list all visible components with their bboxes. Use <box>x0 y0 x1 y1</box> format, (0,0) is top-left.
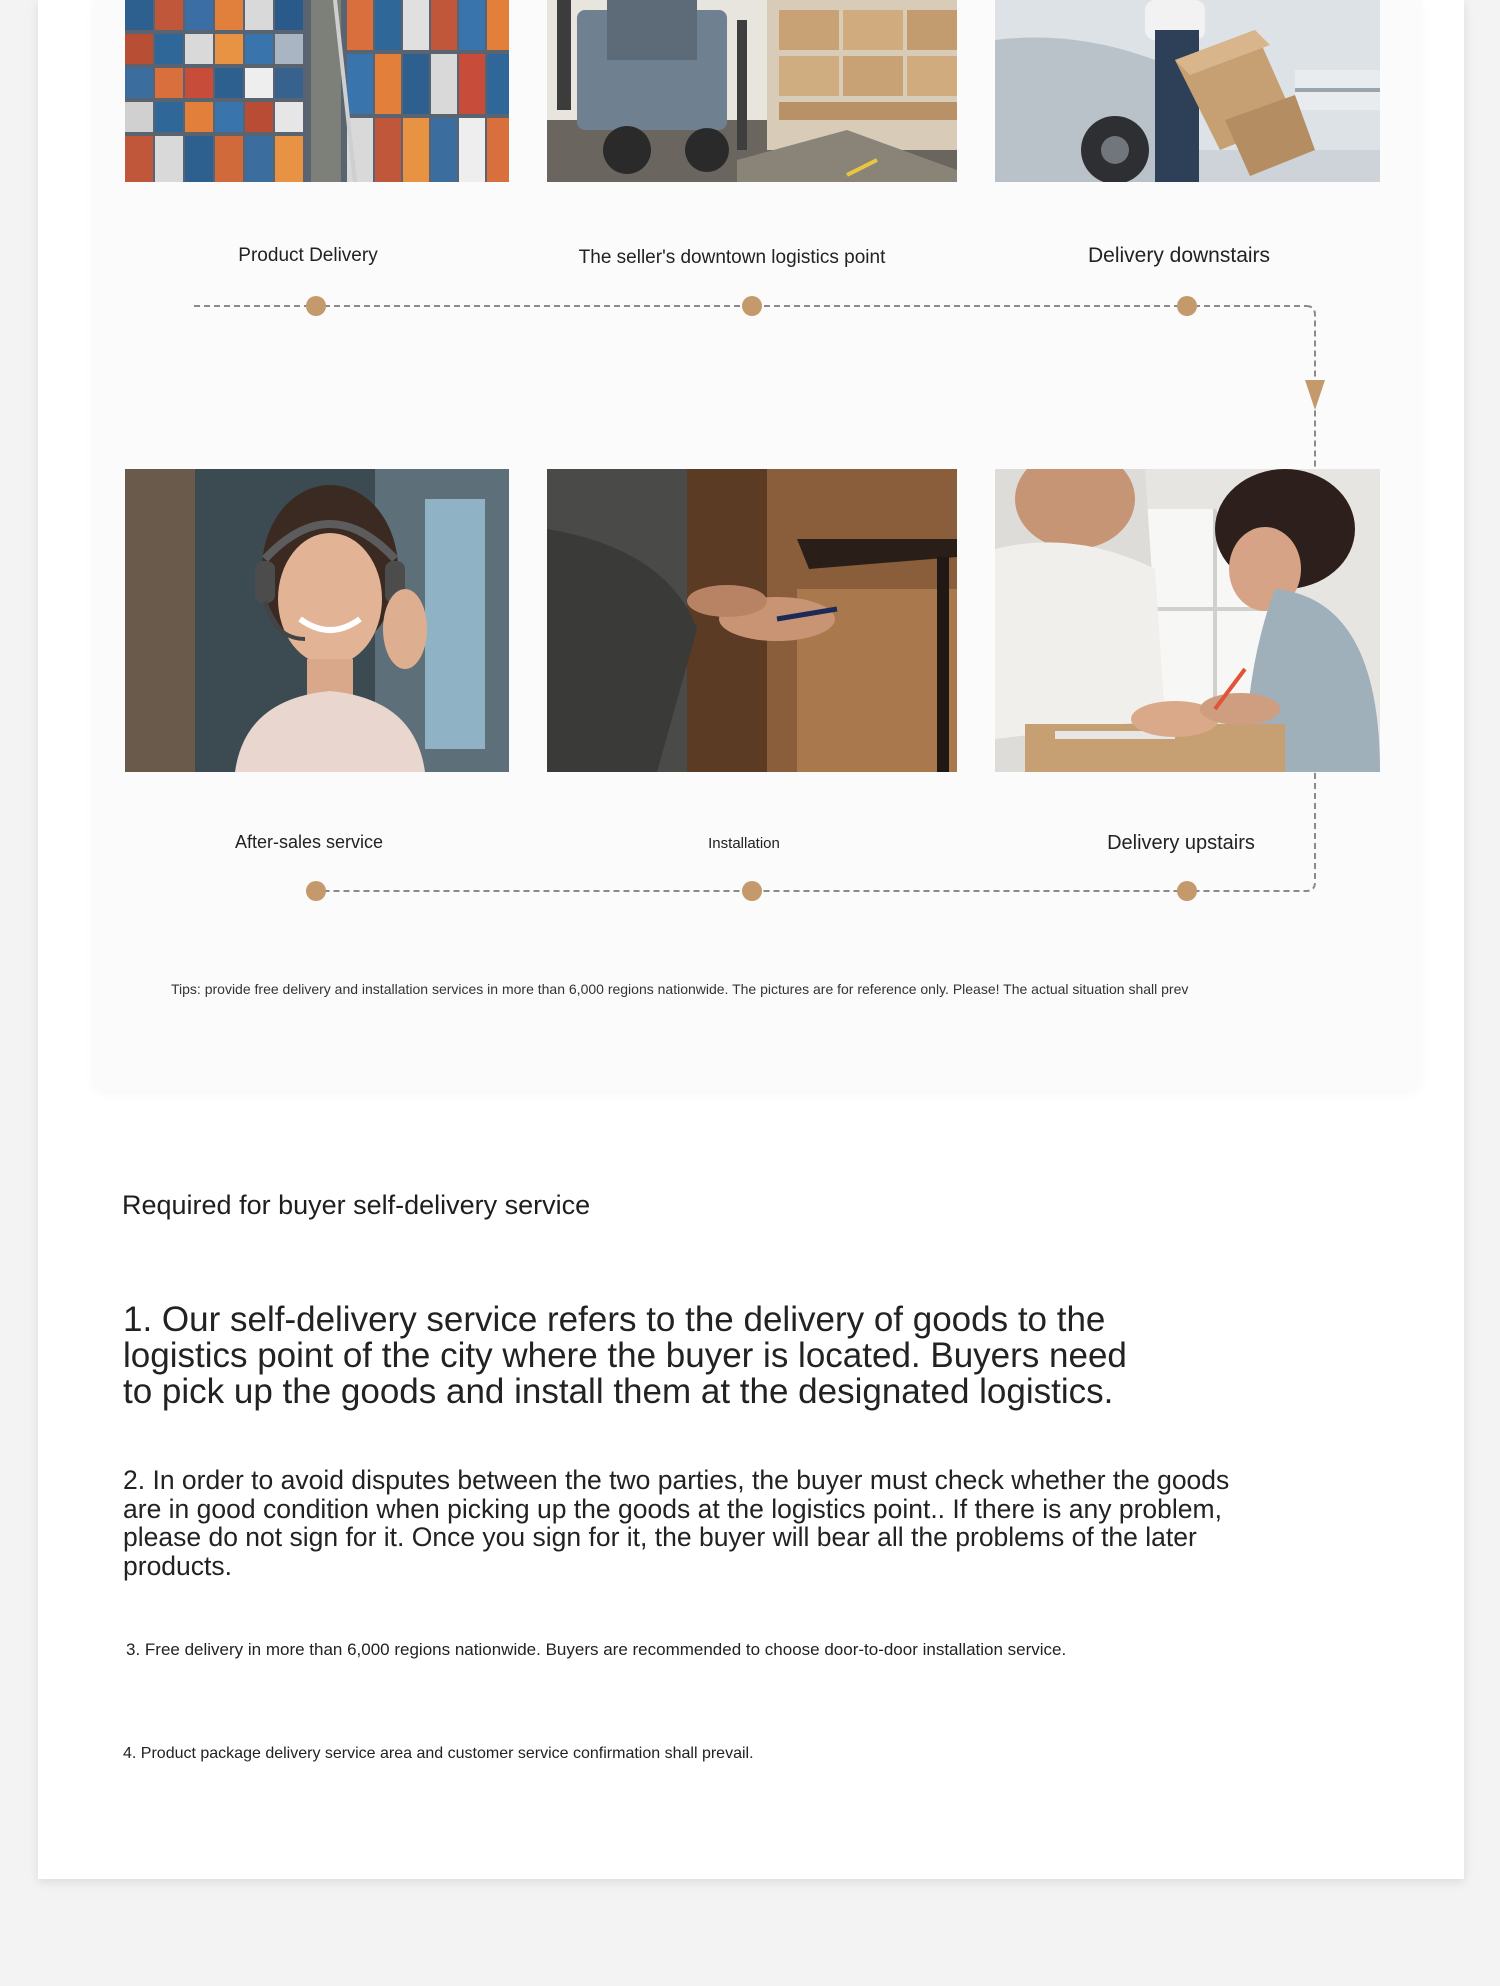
step-label-installation: Installation <box>708 835 780 852</box>
furniture-assembly-photo <box>547 469 957 772</box>
headset-agent-photo <box>125 469 509 772</box>
forklift-warehouse-photo <box>547 0 957 182</box>
step-label-logistics-point: The seller's downtown logistics point <box>578 247 886 268</box>
tips-note: Tips: provide free delivery and installation services in more than 6,000 regions nationwide. The pictures are for reference only. Please! The actual situation shall prev <box>171 981 1189 997</box>
requirement-item-1: 1. Our self-delivery service refers to the delivery of goods to the logistics point of the city where the buyer is located. Buyers need to pick up the goods and install them at the designated logistics. <box>123 1300 1127 1411</box>
section-title: Required for buyer self-delivery service <box>122 1190 591 1220</box>
requirement-item-3: 3. Free delivery in more than 6,000 regions nationwide. Buyers are recommended to choose door-to-door installation service. <box>126 1640 1067 1659</box>
courier-van-boxes-photo <box>995 0 1380 182</box>
shipping-containers-photo <box>125 0 509 182</box>
requirement-item-4: 4. Product package delivery service area and customer service confirmation shall prevail. <box>123 1745 754 1762</box>
package-signing-photo <box>995 469 1380 772</box>
step-label-product-delivery: Product Delivery <box>238 245 378 266</box>
step-label-after-sales: After-sales service <box>234 832 384 852</box>
step-label-delivery-downstairs: Delivery downstairs <box>1087 244 1271 267</box>
step-label-delivery-upstairs: Delivery upstairs <box>1107 832 1255 854</box>
requirement-item-2: 2. In order to avoid disputes between the two parties, the buyer must check whether the goods are in good condition when picking up the goods at the logistics point.. If there is any problem, please do not sign for it. Once you sign for it, the buyer will bear all the problems of the later products. <box>123 1465 1230 1581</box>
